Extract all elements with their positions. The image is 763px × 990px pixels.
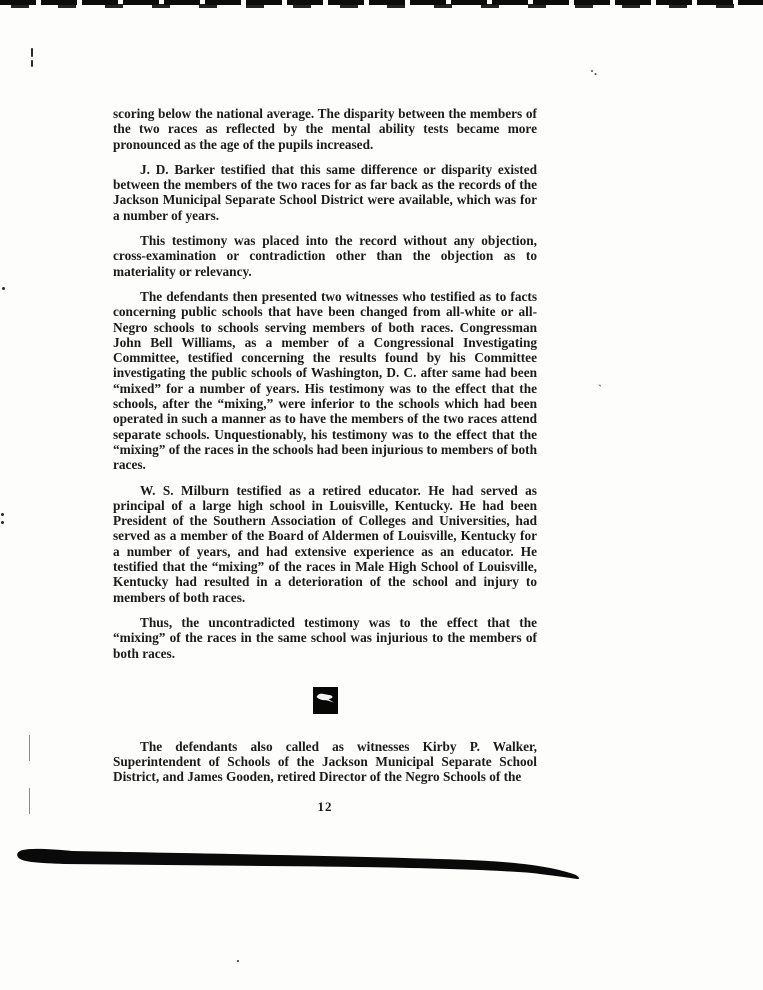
scan-speck: ·. xyxy=(590,64,598,78)
paragraph: This testimony was placed into the record without any objection, cross-examination or contradiction other than the objection as to materiality or relevancy. xyxy=(113,233,537,279)
scan-speck xyxy=(237,960,239,962)
ink-stamp-icon xyxy=(313,687,338,714)
ornament-row xyxy=(113,687,537,714)
paragraph: The defendants then presented two witnesses who testified as to facts concerning public schools that have been changed from all-white or all-Negro schools to schools serving members of both races. Congressman John Bell Williams, as a member of a Congressional Investigating Committee, testified concerning the results found by his Committee investigating the public schools of Washington, D. C. after same had been “mixed” for a number of years. His testimony was to the effect that the schools, after the “mixing,” were inferior to the schools which had been operated in such a manner as to have the members of the two races attend separate schools. Unquestionably, his testimony was to the effect that the “mixing” of the races in the schools had been injurious to members of both races. xyxy=(113,288,537,473)
paragraph: J. D. Barker testified that this same difference or disparity existed between the members of the two races for as far back as the records of the Jackson Municipal Separate School District were available, which was for a number of years. xyxy=(113,161,537,223)
page-text-block xyxy=(113,106,537,814)
paragraph: The defendants also called as witnesses Kirby P. Walker, Superintendent of Schools of the Jackson Municipal Separate School District, and James Gooden, retired Director of the Negro Schools of the xyxy=(113,738,537,785)
scan-speck xyxy=(31,48,33,57)
paragraph: Thus, the uncontradicted testimony was to the effect that the “mixing” of the races in the same school was injurious to the members of both races. xyxy=(113,614,537,661)
torn-edge-top xyxy=(0,0,763,10)
scan-speck: ` xyxy=(598,382,602,396)
scan-speck xyxy=(2,287,5,290)
torn-edge-row xyxy=(0,4,763,8)
scan-speck xyxy=(29,735,30,761)
scan-speck xyxy=(29,788,30,814)
paragraph: scoring below the national average. The disparity between the members of the two races as reflected by the mental ability tests became more pronounced as the age of the pupils increased. xyxy=(113,106,537,152)
scan-speck xyxy=(1,513,4,516)
scan-speck xyxy=(31,60,33,67)
page-curl-shadow xyxy=(14,847,580,879)
page-number: 12 xyxy=(317,798,333,814)
scan-speck xyxy=(1,521,4,524)
paragraph: W. S. Milburn testified as a retired educator. He had served as principal of a large high school in Louisville, Kentucky. He had been President of the Southern Association of Colleges and Universities, had served as a member of the Board of Aldermen of Louisville, Kentucky for a number of years, and had extensive experience as an educator. He testified that the “mixing” of the races in Male High School of Louisville, Kentucky had resulted in a deterioration of the school and injury to members of both races. xyxy=(113,482,537,605)
